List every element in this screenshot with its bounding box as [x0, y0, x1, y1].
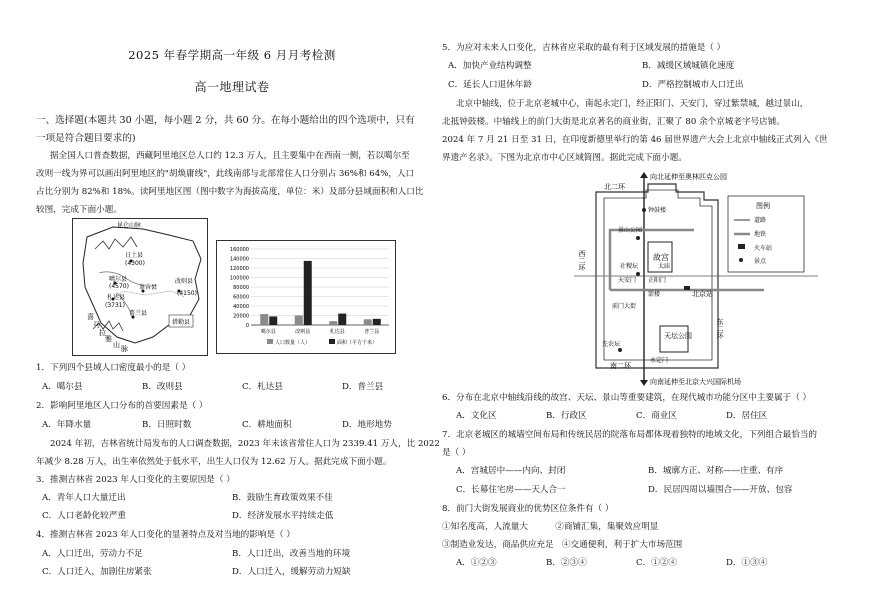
- exam-subtitle: 高一地理试卷: [194, 80, 270, 94]
- chart-x-tick-label: 噶尔县: [260, 329, 276, 335]
- q5-option-d[interactable]: D．严格控制城市人口迁出: [642, 80, 744, 90]
- passage3-line: 北京中轴线，位于北京老城中心，南起永定门，经正阳门、天安门，穿过紫禁城，越过景山，: [456, 99, 809, 109]
- chart-legend-label: 面积（平方千米）: [337, 340, 378, 346]
- section-heading-line1: 一、选择题(本题共 30 小题，每小题 2 分，共 60 分。在每小题给出的四个选项中，只有: [36, 115, 415, 126]
- q4-option-d[interactable]: D．人口迁入，缓解劳动力短缺: [232, 567, 351, 577]
- q3-option-d[interactable]: D．经济发展水平持续走低: [232, 511, 334, 521]
- chart-bar: [329, 321, 337, 325]
- chart-x-tick-label: 札达县: [329, 329, 345, 335]
- spot-shejitan: 社稷坛: [620, 263, 639, 270]
- q8-option-d[interactable]: D．①③④: [726, 558, 768, 568]
- q3-stem: 3．推测吉林省 2023 年人口变化的主要原因是（ ）: [36, 475, 235, 485]
- ring-west-label: 西二环: [578, 250, 586, 271]
- q4-stem: 4．推测吉林省 2023 年人口变化的显著特点及对当地的影响是（ ）: [36, 530, 295, 540]
- spot-zhonggulou: 钟鼓楼: [648, 207, 667, 214]
- map-north-extension: 向北延伸至奥林匹克公园: [650, 173, 727, 181]
- exam-title: 2025 年春学期高一年级 6 月月考检测: [128, 48, 336, 62]
- q2-stem: 2．影响阿里地区人口分布的首要因素是（ ）: [36, 401, 208, 411]
- q8-option-a[interactable]: A．①②③: [456, 558, 497, 568]
- q6-option-a[interactable]: A．文化区: [456, 411, 497, 421]
- map-label: 革吉县: [139, 284, 158, 291]
- q2-option-b[interactable]: B．日照时数: [142, 420, 192, 430]
- station-beijing: 北京站: [692, 290, 713, 298]
- chart-bar: [269, 316, 277, 325]
- spot-gugong: 故宫: [653, 253, 669, 262]
- map-south-extension: 向南延伸至北京大兴国际机场: [650, 378, 741, 386]
- map-label: 拉: [99, 329, 106, 337]
- spot-taimiao: 太庙: [658, 263, 671, 270]
- map-label: 喜: [87, 313, 94, 321]
- passage2-line: 年减少 8.28 万人，出生率依然处于低水平，出生人口仅为 12.62 万人。据此完成下面小题。: [36, 457, 392, 467]
- q5-stem: 5．为应对未来人口变化，吉林省应采取的最有利于区域发展的措施是（ ）: [442, 43, 726, 53]
- legend-subway: 地铁: [754, 231, 767, 238]
- chart-y-tick-label: 60000: [233, 294, 249, 301]
- map-label: 雅: [105, 335, 112, 343]
- map-label: 脉: [121, 345, 128, 353]
- map-label: 山: [113, 341, 120, 349]
- ring-north-label: 北二环: [604, 183, 625, 191]
- spot-tiananmen: 天安门: [618, 277, 637, 284]
- passage3-line: 北抵钟鼓楼。中轴线上的前门大街是北京著名的商业街，汇聚了 80 余个京城老字号店铺。: [442, 117, 785, 127]
- q7-option-c[interactable]: C．长幕住宅房——天人合一: [456, 485, 566, 495]
- q7-option-a[interactable]: A．宫城居中——内向、封闭: [456, 466, 566, 476]
- chart-bar: [338, 314, 346, 325]
- spot-tiantan: 天坛公园: [664, 332, 692, 340]
- map-label: 日土县: [125, 252, 144, 259]
- q5-option-b[interactable]: B．减缓区域城镇化速度: [642, 61, 735, 71]
- county-chart-svg: [217, 241, 395, 353]
- spot-jingshan: 景山公园: [618, 227, 643, 234]
- chart-y-tick-label: 40000: [233, 304, 249, 310]
- q1-option-d[interactable]: D．普兰县: [342, 382, 384, 392]
- chart-y-tick-label: 20000: [233, 313, 249, 320]
- chart-y-tick-label: 80000: [233, 285, 249, 291]
- chart-legend-swatch: [329, 339, 335, 344]
- passage3-line: 2024 年 7 月 21 日至 31 日，在印度新德里举行的第 46 届世界遗产大会上北京中轴线正式列入《世: [442, 135, 828, 145]
- map-label-kunlun: 昆仑山脉: [117, 222, 142, 229]
- chart-bar: [304, 261, 312, 325]
- q8-option-c[interactable]: C．①②④: [636, 558, 677, 568]
- chart-bar: [260, 314, 268, 325]
- chart-y-tick-label: 120000: [229, 266, 249, 272]
- spot-xiannongtan: 先农坛: [602, 341, 621, 348]
- q6-option-c[interactable]: C．商业区: [636, 411, 677, 421]
- spot-yongdingmen: 永定门: [650, 357, 669, 364]
- map-label: 措勤县: [172, 319, 191, 326]
- map-label: (4570): [109, 283, 129, 290]
- chart-y-tick-label: 100000: [229, 275, 249, 282]
- spot-zhengyangmen: 正阳门: [648, 277, 667, 284]
- ali-map: [72, 218, 208, 356]
- passage1-line: 改则一线为界可以画出阿里地区的"胡焕庸线"，此线南部与北部常住人口分别占 36%和 64%，人口: [36, 169, 415, 179]
- passage2-line: 2024 年初，吉林省统计局发布的人口调查数据，2023 年末该省常住人口为 2339.41 万人，比 2022: [50, 439, 440, 449]
- legend-title: 图例: [756, 202, 770, 210]
- chart-x-tick-label: 改则县: [295, 329, 311, 335]
- q5-option-a[interactable]: A．加快产业结构调整: [448, 61, 532, 71]
- chart-bar: [295, 316, 303, 326]
- q8-option-b[interactable]: B．②③④: [546, 558, 587, 568]
- legend-road: 道路: [754, 217, 767, 224]
- map-label: 札达县: [107, 294, 126, 301]
- q8-items-line2: ③制造业发达，商品供应充足 ④交通便利，利于扩大市场范围: [442, 540, 683, 550]
- q4-option-b[interactable]: B．人口迁出，改善当地的环境: [232, 549, 351, 559]
- passage1-line: 较图，完成下面小题。: [36, 205, 122, 215]
- street-qianmen: 前门大街: [612, 303, 637, 310]
- q1-option-b[interactable]: B．改则县: [142, 382, 183, 392]
- map-label: 马: [93, 321, 100, 329]
- q4-option-a[interactable]: A．人口迁出，劳动力不足: [42, 549, 143, 559]
- q8-stem: 8．前门大街发展商业的优势区位条件有（ ）: [442, 504, 614, 514]
- legend-station: 火车站: [754, 245, 773, 252]
- q5-option-c[interactable]: C．延长人口退休年龄: [448, 80, 532, 90]
- q3-option-a[interactable]: A．青年人口大量迁出: [42, 493, 126, 503]
- q8-items-line1: ①知名度高，人流量大 ②商铺汇集，集聚效应明显: [442, 522, 659, 532]
- q2-option-d[interactable]: D．地形地势: [342, 420, 392, 430]
- county-chart: [216, 240, 396, 354]
- map-label: 普兰县: [129, 310, 148, 317]
- passage3-line: 界遗产名录》。下图为北京市中心区域简图。据此完成下面小题。: [442, 153, 687, 163]
- passage1-line: 占比分别为 82%和 18%。读阿里地区图（图中数字为海拔高度，单位：米）及部分县域面积和人口比: [36, 187, 424, 197]
- q1-option-c[interactable]: C．札达县: [242, 382, 283, 392]
- map-label: 噶尔县: [109, 276, 128, 283]
- section-heading-line2: 一项是符合题目要求的): [36, 133, 136, 144]
- chart-bar: [364, 319, 372, 325]
- passage1-line: 据全国人口普查数据，西藏阿里地区总人口约 12.3 万人，且主要集中在西南一侧，若以噶尔至: [50, 151, 410, 161]
- map-label: (4300): [125, 260, 145, 267]
- q6-option-b[interactable]: B．行政区: [546, 411, 587, 421]
- q6-option-d[interactable]: D．居住区: [726, 411, 768, 421]
- q3-option-c[interactable]: C．人口老龄化较严重: [42, 511, 126, 521]
- chart-y-tick-label: 0: [245, 323, 249, 329]
- ring-south-label: 南二环: [610, 362, 631, 370]
- chart-legend-label: 人口数量（人）: [275, 340, 311, 346]
- ring-east-label: 东二环: [716, 318, 724, 339]
- chart-legend-swatch: [267, 339, 273, 344]
- q2-option-a[interactable]: A．年降水量: [42, 420, 92, 430]
- beijing-map: [574, 170, 818, 388]
- spot-jianlou: 箭楼: [648, 291, 661, 298]
- chart-x-tick-label: 普兰县: [364, 329, 380, 335]
- q1-option-a[interactable]: A．噶尔县: [42, 382, 83, 392]
- q6-stem: 6．分布在北京中轴线沿线的故宫、天坛、景山等重要建筑，在现代城市功能分区中主要属于（ ）: [442, 393, 812, 403]
- q1-stem: 1．下列四个县域人口密度最小的是（ ）: [36, 363, 191, 373]
- q7-option-d[interactable]: D．民居四周以墙围合——开放、包容: [648, 485, 793, 495]
- q4-option-c[interactable]: C．人口迁入，加剧住房紧张: [42, 567, 152, 577]
- chart-y-tick-label: 160000: [229, 247, 249, 253]
- ali-map-svg: [73, 219, 207, 355]
- beijing-map-svg: [574, 170, 818, 388]
- q7-stem-line2: 是（ ）: [442, 448, 471, 458]
- legend-spot: 景点: [754, 258, 767, 265]
- q7-stem-line1: 7．北京老城区的城墙空间布局和传统民居的院落布局都体现着独特的地域文化，下列组合最恰当的: [442, 430, 818, 440]
- q3-option-b[interactable]: B．鼓励生育政策效果不佳: [232, 493, 333, 503]
- chart-bar: [373, 319, 381, 325]
- map-label: (3731): [105, 302, 125, 309]
- q2-option-c[interactable]: C．耕地面积: [242, 420, 292, 430]
- map-label: (4150): [177, 290, 197, 297]
- q7-option-b[interactable]: B．城廓方正、对称——庄重、有序: [648, 466, 784, 476]
- map-label: 改则县: [175, 278, 194, 285]
- chart-y-tick-label: 140000: [229, 256, 249, 263]
